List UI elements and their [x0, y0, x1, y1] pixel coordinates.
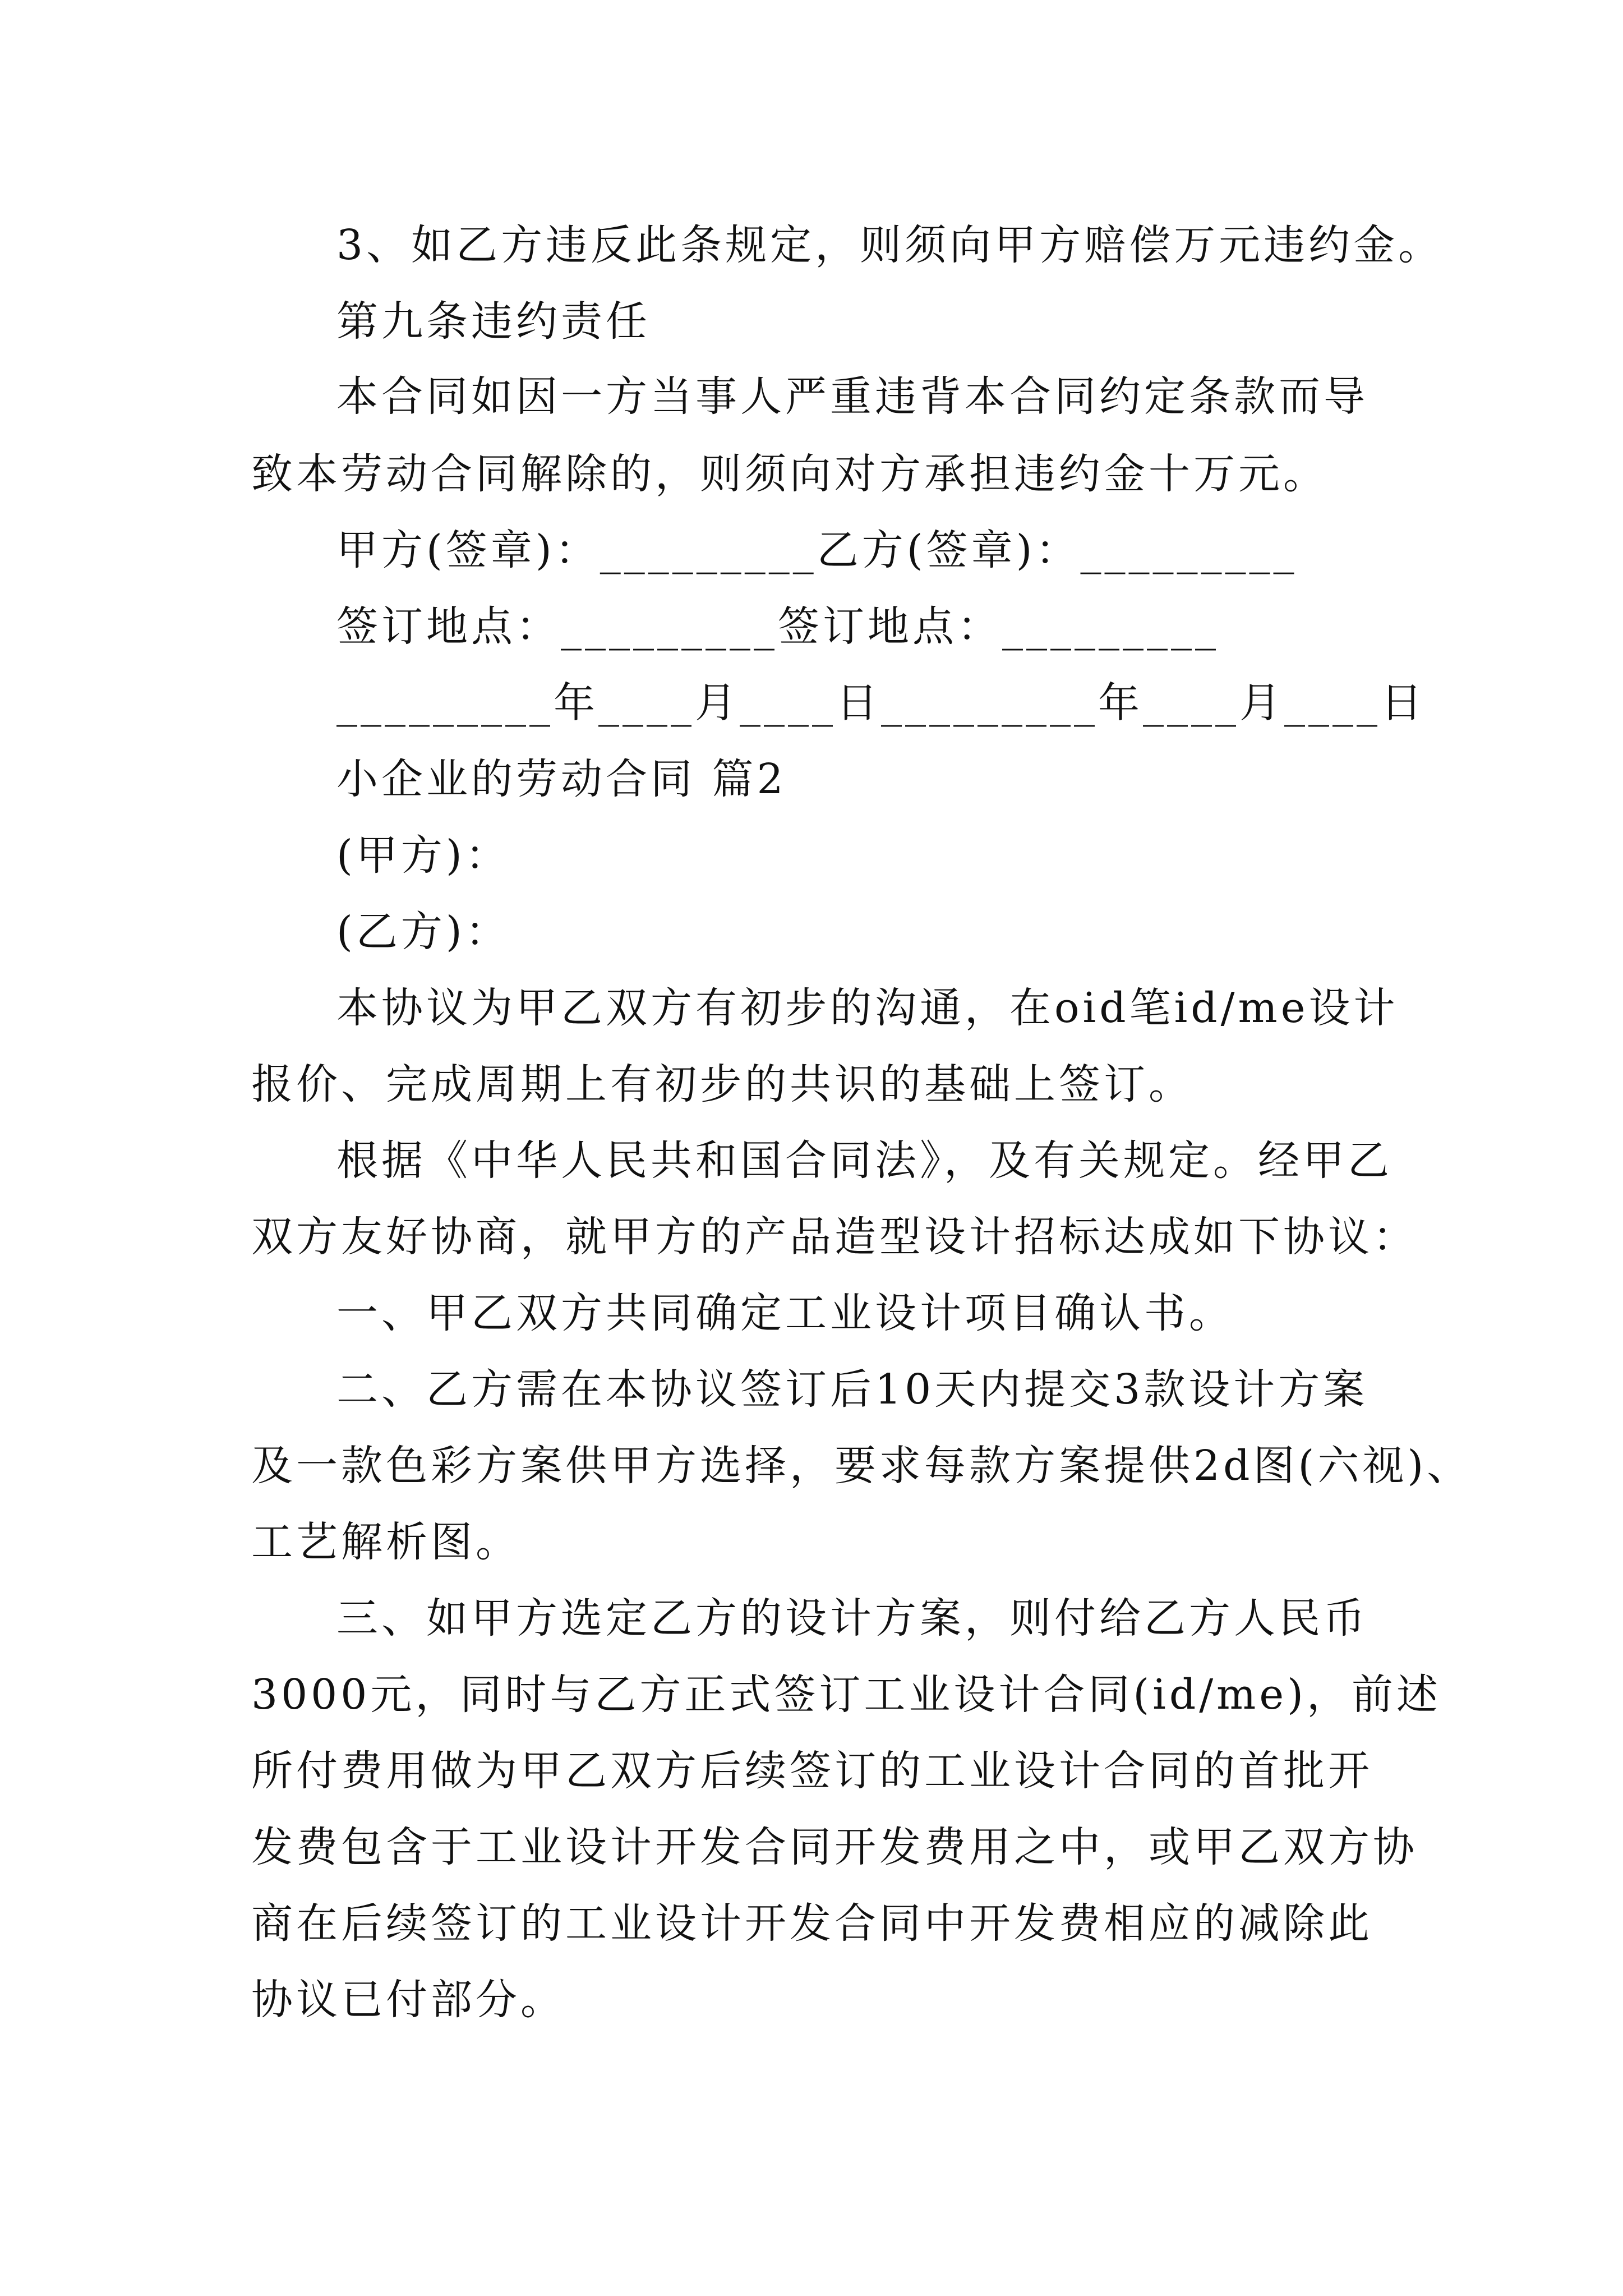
- paragraph-line: 报价、完成周期上有初步的共识的基础上签订。: [251, 1060, 1193, 1108]
- paragraph-line: 及一款色彩方案供甲方选择，要求每款方案提供2d图(六视)、: [251, 1442, 1472, 1490]
- paragraph-line: 协议已付部分。: [251, 1976, 565, 2024]
- article-9-heading: 第九条违约责任: [336, 297, 651, 346]
- section-title: 小企业的劳动合同 篇2: [336, 755, 787, 803]
- party-b-line: (乙方)：: [336, 908, 510, 956]
- paragraph-line: 双方友好协商，就甲方的产品造型设计招标达成如下协议：: [251, 1213, 1418, 1261]
- signature-line: 甲方(签章)：_________乙方(签章)：_________: [336, 526, 1298, 574]
- clause-2: 二、乙方需在本协议签订后10天内提交3款设计方案: [336, 1365, 1368, 1414]
- clause-3: 三、如甲方选定乙方的设计方案，则付给乙方人民币: [336, 1594, 1368, 1642]
- party-a-line: (甲方)：: [336, 831, 510, 880]
- clause-1: 一、甲乙双方共同确定工业设计项目确认书。: [336, 1289, 1234, 1337]
- paragraph-line: 所付费用做为甲乙双方后续签订的工业设计合同的首批开: [251, 1747, 1373, 1795]
- signing-place-line: 签订地点：_________签订地点：_________: [336, 602, 1219, 651]
- paragraph-line: 根据《中华人民共和国合同法》，及有关规定。经甲乙: [336, 1137, 1393, 1185]
- paragraph-line: 致本劳动合同解除的，则须向对方承担违约金十万元。: [251, 450, 1328, 498]
- paragraph-line: 本协议为甲乙双方有初步的沟通，在oid笔id/me设计: [336, 984, 1399, 1032]
- paragraph-line: 发费包含于工业设计开发合同开发费用之中，或甲乙双方协: [251, 1823, 1418, 1871]
- paragraph-line: 3000元，同时与乙方正式签订工业设计合同(id/me)，前述: [251, 1671, 1441, 1719]
- paragraph-line: 本合同如因一方当事人严重违背本合同约定条款而导: [336, 372, 1368, 421]
- paragraph-line: 商在后续签订的工业设计开发合同中开发费相应的减除此: [251, 1899, 1373, 1948]
- signing-date-line: _________年____月____日_________年____月____日: [336, 679, 1426, 727]
- clause-3-penalty: 3、如乙方违反此条规定，则须向甲方赔偿万元违约金。: [336, 221, 1444, 269]
- paragraph-line: 工艺解析图。: [251, 1518, 520, 1566]
